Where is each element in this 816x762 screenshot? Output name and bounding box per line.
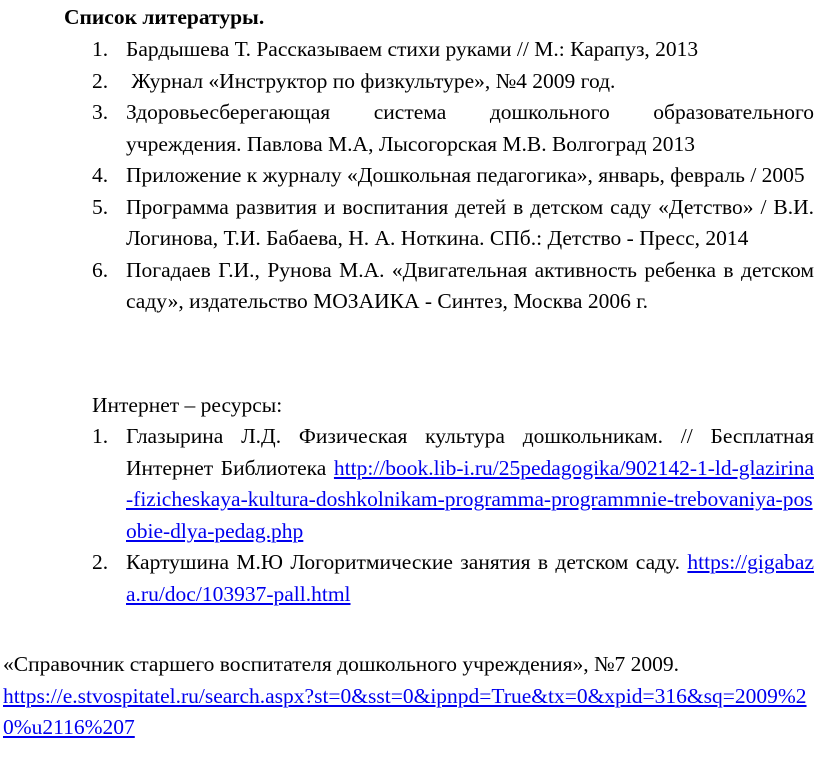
item-text: Здоровьесберегающая система дошкольного образовательного учреждения. Павлова М.А, Лысогорская М.В. Волгоград 2013 (126, 100, 814, 156)
item-description: Картушина М.Ю Логоритмические занятия в детском саду. (126, 550, 688, 574)
item-number: 1. (92, 424, 109, 448)
list-item (92, 97, 814, 160)
list-item (92, 192, 814, 255)
list-item (92, 421, 814, 547)
item-text (126, 421, 814, 547)
list-item (92, 34, 814, 66)
item-text: Бардышева Т. Рассказываем стихи руками // М.: Карапуз, 2013 (126, 37, 699, 61)
item-text: Погадаев Г.И., Рунова М.А. «Двигательная активность ребенка в детском саду», издательство МОЗАИКА - Синтез, Москва 2006 г. (126, 257, 814, 313)
item-text: Программа развития и воспитания детей в детском саду «Детство» / В.И. Логинова, Т.И. Бабаева, Н. А. Ноткина. СПб.: Детство - Пресс, 2014 (126, 194, 814, 250)
item-number: 2. (92, 550, 109, 574)
resource-link[interactable]: http://book.lib-i.ru/25pedagogika/902142-1-ld-glazirina-fizicheskaya-kultura-doshkolnikam-programma-programmnie-trebovaniya-posobie-dlya-pedag.php (126, 455, 814, 543)
resource-link[interactable]: https://gigabaza.ru/doc/103937-pall.html (126, 550, 814, 606)
handbook-reference (3, 649, 813, 744)
item-number: 1. (92, 37, 109, 61)
item-number: 4. (92, 163, 109, 187)
item-text: Журнал «Инструктор по физкультуре», №4 2009 год. (126, 68, 616, 93)
list-item (92, 160, 814, 192)
item-text (126, 547, 814, 610)
handbook-text: «Справочник старшего воспитателя дошкольного учреждения», №7 2009. (3, 652, 680, 676)
handbook-link[interactable]: https://e.stvospitatel.ru/search.aspx?st=0&sst=0&ipnpd=True&tx=0&xpid=316&sq=2009%20%u2116%207 (3, 683, 807, 739)
list-item (92, 547, 814, 610)
item-number: 6. (92, 257, 109, 282)
page-title: Список литературы. (64, 5, 265, 29)
item-description: Глазырина Л.Д. Физическая культура дошкольникам. // Бесплатная Интернет Библиотека (126, 424, 814, 480)
list-item (92, 66, 814, 98)
item-number: 2. (92, 68, 109, 93)
item-number: 5. (92, 194, 109, 219)
bibliography-list (92, 34, 814, 318)
item-number: 3. (92, 100, 109, 124)
internet-resources-list (92, 421, 814, 610)
internet-heading: Интернет – ресурсы: (92, 393, 283, 417)
item-text: Приложение к журналу «Дошкольная педагогика», январь, февраль / 2005 (126, 163, 805, 187)
list-item (92, 255, 814, 318)
